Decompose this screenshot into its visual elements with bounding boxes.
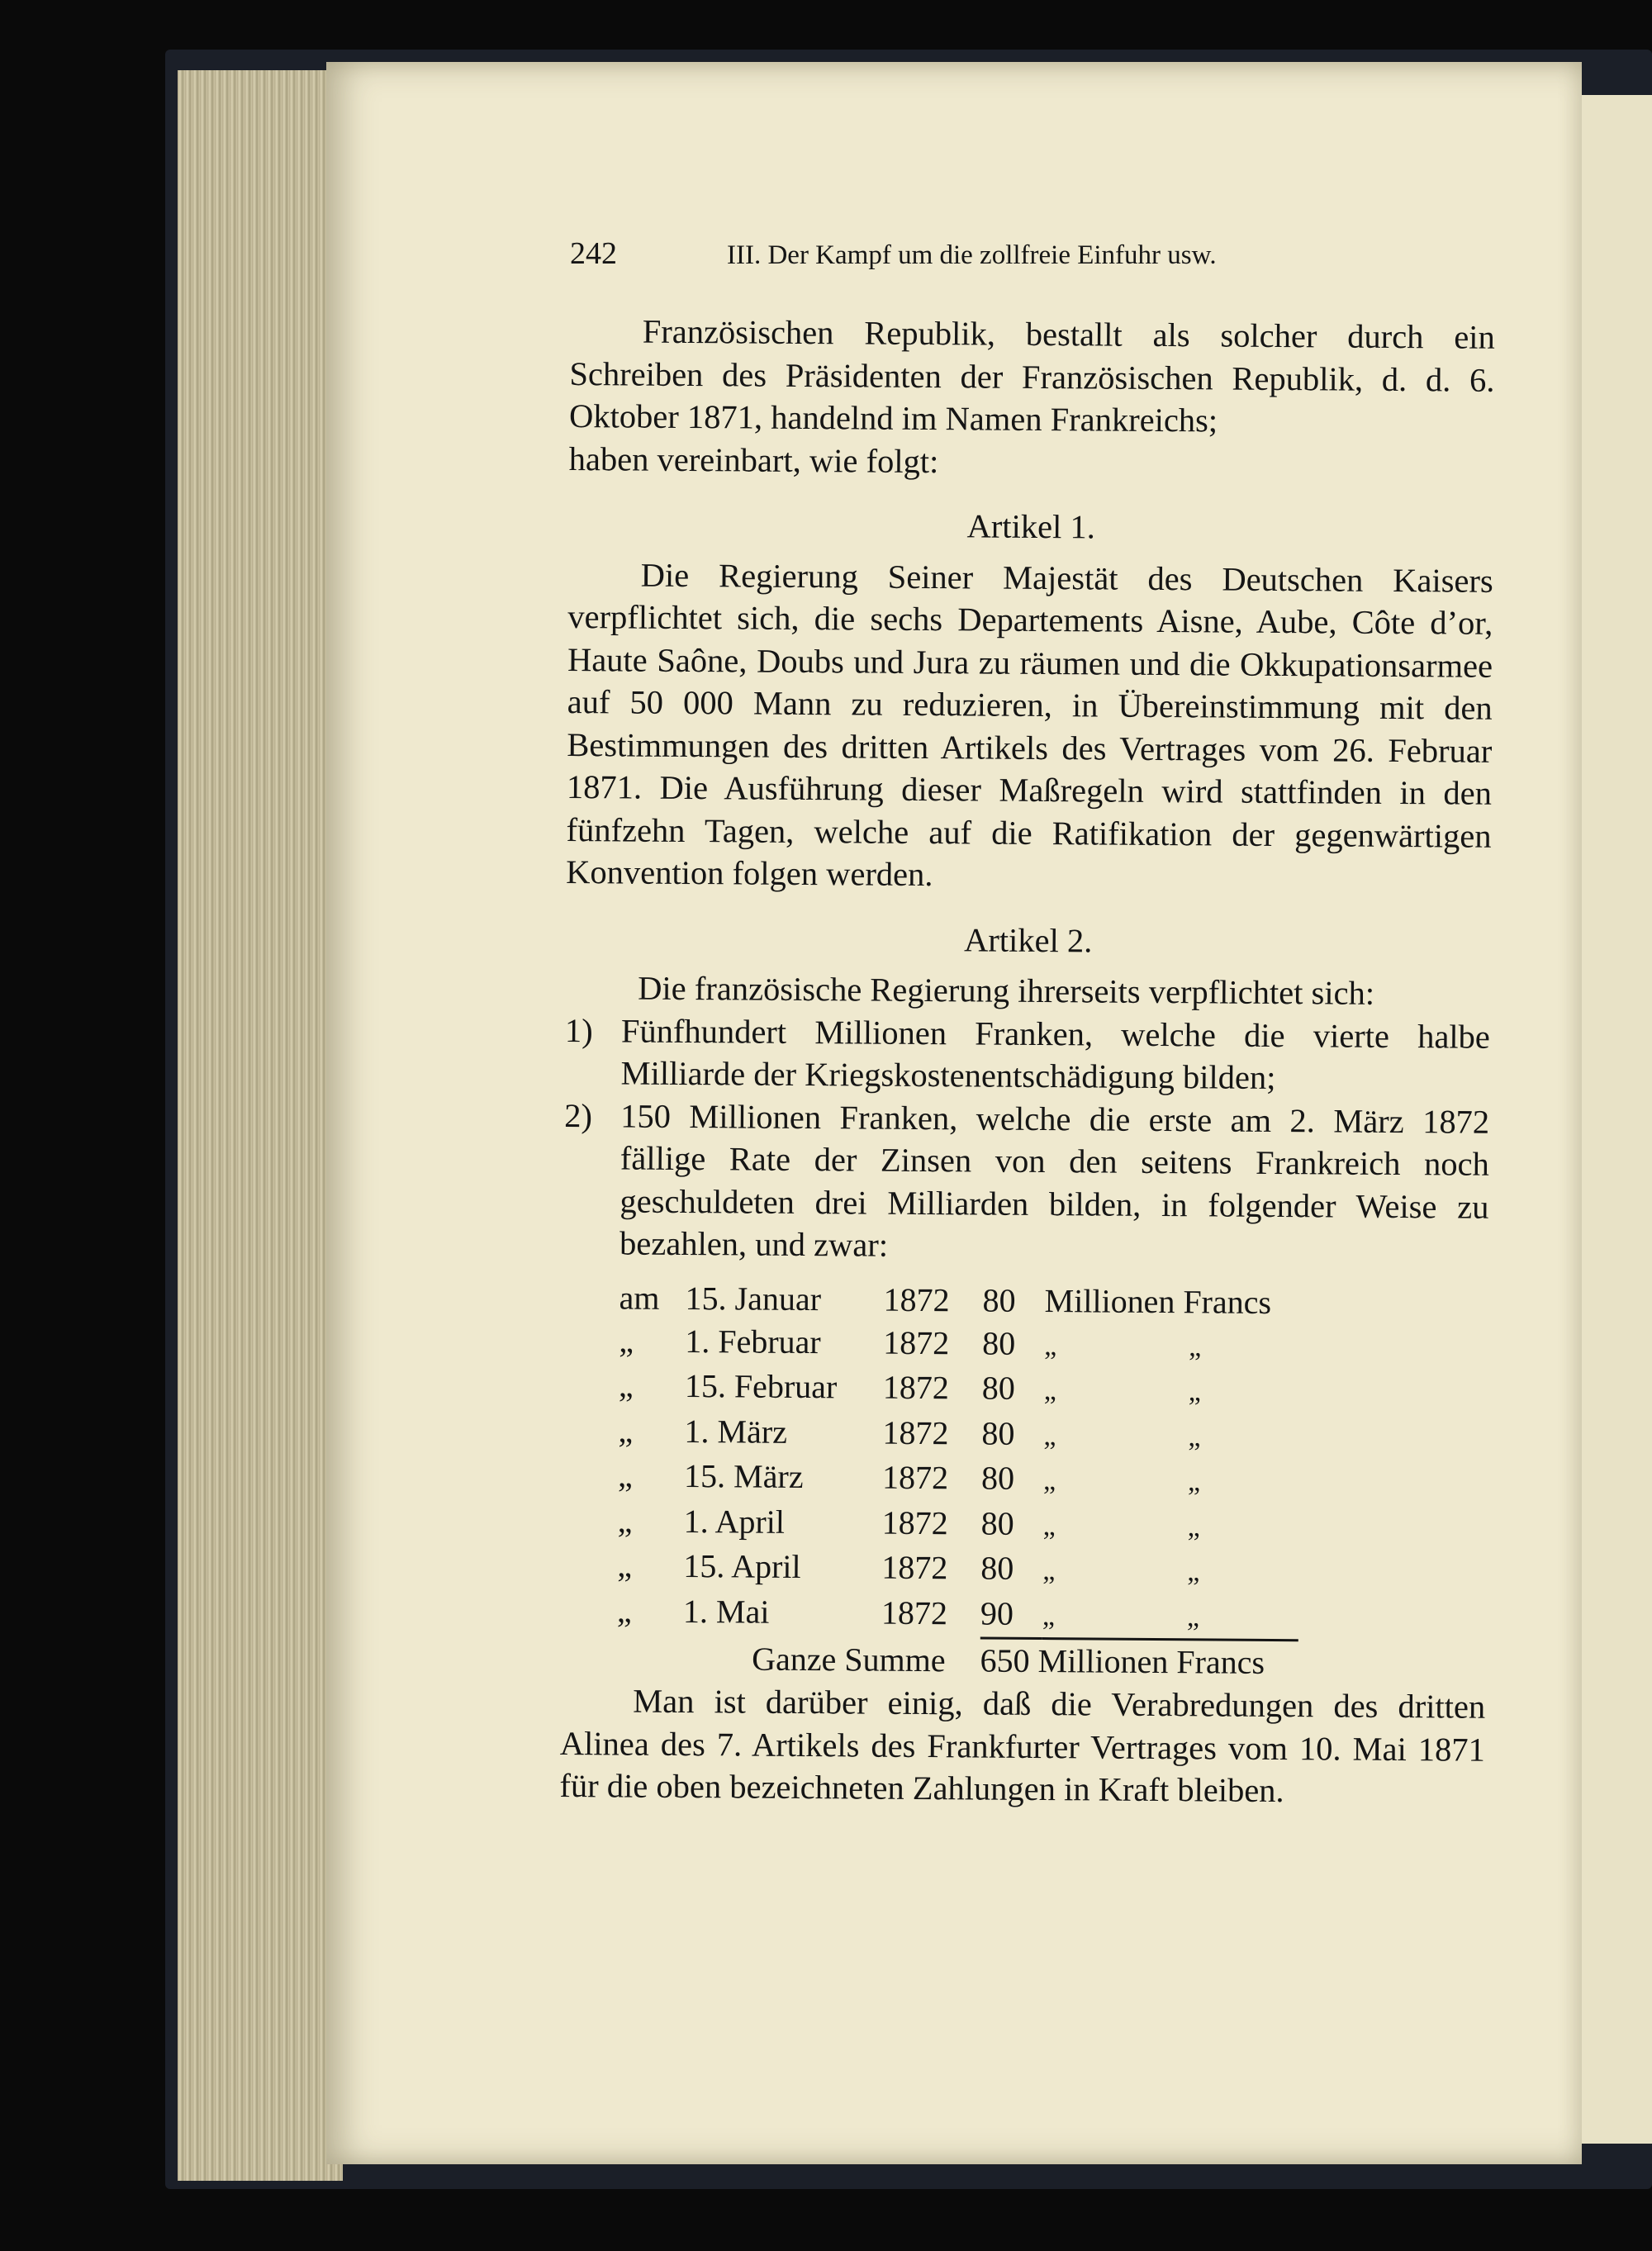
ditto-mark: „ — [1042, 1600, 1056, 1631]
paragraph-agreement: haben vereinbart, wie folgt: — [568, 439, 939, 480]
payment-date: 1. Mai — [682, 1592, 770, 1631]
table-row — [619, 1276, 1300, 1324]
payment-year: 1872 — [881, 1503, 948, 1541]
list-item-number: 1) — [564, 1011, 593, 1049]
paragraph-intro: Französischen Republik, bestallt als solcher durch ein Schreiben des Präsidenten der Französischen Republik, d. d. 6. Oktober 1871, handelnd im Namen Frankreichs; — [568, 312, 1495, 439]
payment-unit — [1043, 1503, 1299, 1550]
payment-amount: 80 — [980, 1459, 1015, 1497]
chapter-title: III. Der Kampf um die zollfreie Einfuhr usw. — [727, 240, 1217, 270]
payment-date: 1. Februar — [685, 1322, 821, 1361]
row-prefix: am — [619, 1278, 660, 1317]
payment-amount: 90 — [980, 1594, 1014, 1632]
ditto-mark: „ — [1189, 1331, 1202, 1362]
payment-date: 15. April — [683, 1546, 801, 1585]
article-1-heading: Artikel 1. — [966, 507, 1095, 546]
payment-unit — [1043, 1457, 1299, 1504]
payment-date: 15. März — [683, 1456, 804, 1496]
table-row — [618, 1454, 1299, 1503]
article-2-heading: Artikel 2. — [963, 920, 1093, 959]
row-prefix: „ — [617, 1456, 634, 1494]
payment-date: 15. Februar — [684, 1367, 838, 1406]
ditto-mark: „ — [1043, 1375, 1057, 1407]
ditto-mark: „ — [1188, 1376, 1202, 1408]
payment-amount: 80 — [982, 1281, 1016, 1319]
ditto-mark: „ — [1042, 1465, 1056, 1497]
payment-amount: 80 — [982, 1324, 1016, 1362]
payment-amount: 80 — [981, 1414, 1015, 1452]
payment-unit — [1043, 1413, 1299, 1460]
total-label: Ganze Summe — [752, 1640, 946, 1679]
list-item — [564, 1009, 1490, 1100]
list-item-text: 150 Millionen Franken, welche die erste am 2. März 1872 fällige Rate der Zinsen von den seitens Frankreich noch geschuldeten drei Milliarden bilden, in folgender Weise zu bezahlen, und zwar: — [619, 1096, 1490, 1264]
payment-year: 1872 — [883, 1323, 950, 1361]
list-item-text: Fünfhundert Millionen Franken, welche die vierte halbe Milliarde der Kriegskostenentschädigung bilden; — [620, 1011, 1491, 1096]
payment-date: 1. März — [684, 1412, 788, 1451]
ditto-mark: „ — [1187, 1466, 1201, 1498]
payment-unit — [1044, 1367, 1300, 1414]
payment-amount: 80 — [980, 1549, 1014, 1587]
ditto-mark: „ — [1043, 1420, 1056, 1451]
facing-page-edge — [1582, 95, 1652, 2144]
payment-year: 1872 — [883, 1280, 950, 1318]
payment-schedule-table — [616, 1276, 1300, 1684]
payment-unit — [1042, 1593, 1298, 1641]
total-row — [616, 1636, 1298, 1684]
article-2-intro: Die französische Regierung ihrerseits verpflichtet sich: — [638, 969, 1375, 1012]
payment-year: 1872 — [881, 1458, 949, 1497]
page-number: 242 — [570, 236, 617, 271]
row-prefix: „ — [618, 1366, 634, 1404]
row-prefix: „ — [616, 1591, 632, 1630]
row-prefix: „ — [617, 1546, 633, 1584]
payment-year: 1872 — [881, 1593, 948, 1631]
table-row — [619, 1364, 1300, 1413]
closing-paragraph: Man ist darüber einig, daß die Verabredungen des dritten Alinea des 7. Artikels des Frankfurter Vertrages vom 10. Mai 1871 für die oben bezeichneten Zahlungen in Kraft bleiben. — [559, 1682, 1486, 1810]
ditto-mark: „ — [1044, 1330, 1057, 1361]
ditto-mark: „ — [1187, 1511, 1200, 1542]
table-row — [618, 1499, 1299, 1549]
body-text — [559, 310, 1495, 1813]
ditto-mark: „ — [1186, 1601, 1200, 1632]
payment-unit — [1044, 1323, 1300, 1370]
list-item-number: 2) — [564, 1096, 593, 1134]
table-row — [618, 1409, 1299, 1459]
ditto-mark: „ — [1042, 1510, 1056, 1541]
list-item — [563, 1094, 1489, 1270]
table-row — [619, 1319, 1300, 1369]
payment-date: 1. April — [683, 1502, 786, 1541]
table-row — [617, 1544, 1298, 1593]
payment-year: 1872 — [882, 1413, 949, 1451]
payment-year: 1872 — [881, 1548, 948, 1587]
payment-amount: 80 — [980, 1504, 1014, 1542]
table-row — [617, 1589, 1298, 1641]
ditto-mark: „ — [1042, 1555, 1056, 1587]
row-prefix: „ — [617, 1501, 633, 1540]
total-value: 650 Millionen Francs — [980, 1638, 1298, 1684]
article-1-text: Die Regierung Seiner Majestät des Deutschen Kaisers verpflichtet sich, die sechs Departements Aisne, Aube, Côte d’or, Haute Saône, Doubs und Jura zu räumen und die Okkupationsarmee auf 50 000 Mann zu reduzieren, in Übereinstimmung mit den Bestimmungen des dritten Artikels des Vertrages vom 26. Februar 1871. Die Ausführung dieser Maßregeln wird stattfinden in den fünfzehn Tagen, welche auf die Ratifikation der gegenwärtigen Konvention folgen werden. — [566, 556, 1493, 894]
running-head — [570, 235, 1396, 277]
payment-unit — [1042, 1547, 1298, 1594]
payment-unit: Millionen Francs — [1044, 1281, 1272, 1321]
payment-amount: 80 — [981, 1369, 1016, 1407]
ditto-mark: „ — [1188, 1421, 1201, 1452]
row-prefix: „ — [619, 1321, 634, 1360]
ditto-mark: „ — [1187, 1556, 1200, 1588]
payment-date: 15. Januar — [685, 1279, 822, 1318]
payment-year: 1872 — [882, 1368, 950, 1407]
row-prefix: „ — [618, 1411, 634, 1450]
page-edges — [178, 70, 343, 2181]
